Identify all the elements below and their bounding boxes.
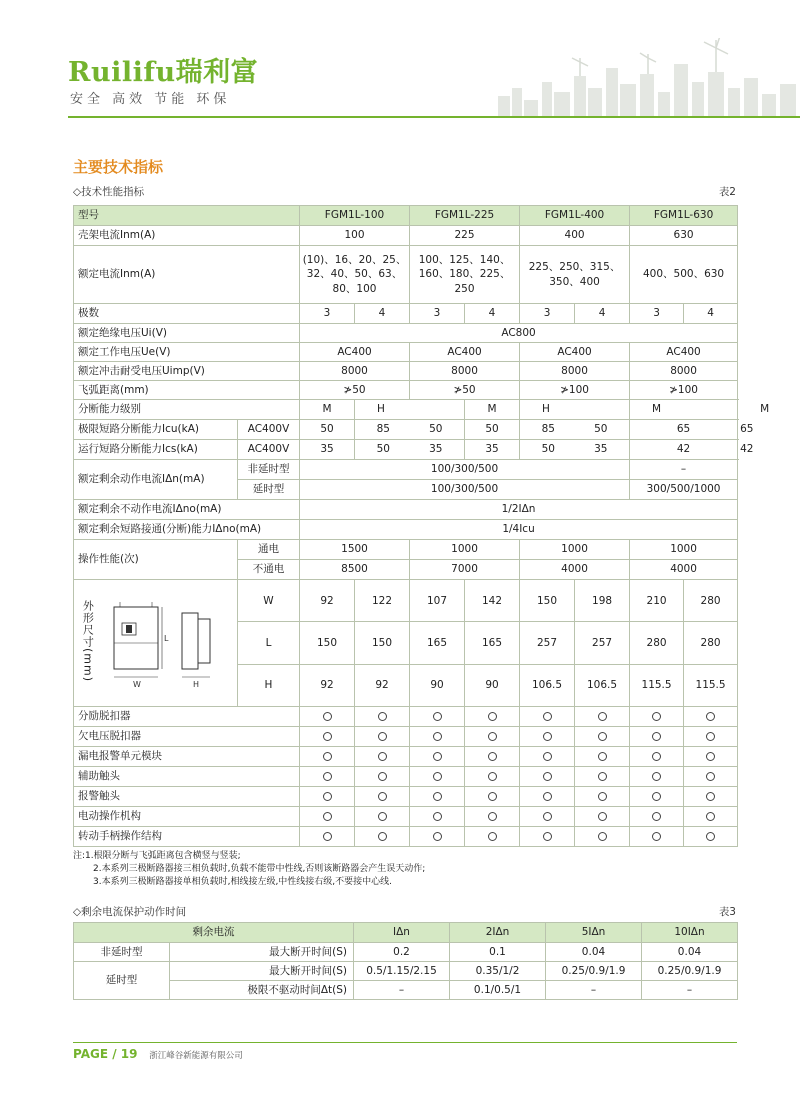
circle-icon [543,832,552,841]
accessory-mark [575,727,630,747]
ics-value: 50 [541,443,555,456]
circle-icon [488,812,497,821]
powered-value: 1000 [410,540,520,560]
icu-value: 50 [300,420,355,440]
residual-break-value: 1/4Icu [300,520,738,540]
ics-voltage: AC400V [238,440,300,460]
poles-cell: 4 [575,304,630,324]
frame-current-label: 壳架电流Inm(A) [74,226,300,246]
circle-icon [543,792,552,801]
accessory-mark [410,807,465,827]
accessory-mark [300,807,355,827]
non-delay-label: 非延时型 [238,460,300,480]
circle-icon [598,792,607,801]
dim-l-value: 165 [410,622,465,664]
circle-icon [378,812,387,821]
rated-current: 225、250、315、350、400 [520,246,630,304]
accessory-mark [575,787,630,807]
powered-value: 1000 [630,540,738,560]
rated-current-label: 额定电流Inm(A) [74,246,300,304]
model-name: FGM1L-100 [300,206,410,226]
section-title: 主要技术指标 [73,158,164,176]
circle-icon [706,712,715,721]
ics-value [520,440,630,460]
max-break-label: 最大断开时间(S) [170,943,354,962]
circle-icon [543,812,552,821]
ue-value: AC400 [300,343,410,362]
accessory-mark [410,787,465,807]
ics-value: 35 [594,443,608,456]
frame-current: 630 [630,226,738,246]
unpowered-value: 8500 [300,560,410,580]
time-value: 0.04 [642,943,738,962]
dim-h-value: 90 [465,664,520,706]
circle-icon [706,792,715,801]
circle-icon [706,832,715,841]
circle-icon [433,732,442,741]
circle-icon [598,732,607,741]
non-delay-630: – [630,460,738,480]
accessory-mark [410,827,465,847]
accessory-mark [684,767,738,787]
accessory-mark [465,767,520,787]
uimp-label: 额定冲击耐受电压Uimp(V) [74,362,300,381]
unpowered-value: 4000 [630,560,738,580]
ue-value: AC400 [520,343,630,362]
circle-icon [433,772,442,781]
accessory-mark [520,767,575,787]
circle-icon [598,772,607,781]
icu-value: 85 [376,423,390,436]
dim-w-value: 280 [684,580,738,622]
powered-label: 通电 [238,540,300,560]
circle-icon [323,812,332,821]
accessory-mark [355,807,410,827]
accessory-mark [465,807,520,827]
circle-icon [652,712,661,721]
poles-cell: 4 [684,304,738,324]
circle-icon [598,712,607,721]
ics-value: 35 [465,440,520,460]
circle-icon [598,812,607,821]
model-name: FGM1L-225 [410,206,520,226]
accessory-mark [465,827,520,847]
ics-value: 50 [376,443,390,456]
accessory-mark [520,707,575,727]
time-value: 0.5/1.15/2.15 [354,962,450,981]
time-value: – [354,981,450,1000]
dim-w-value: 107 [410,580,465,622]
circle-icon [652,832,661,841]
dimension-label-wrap [74,600,100,686]
note-text: 1.根限分断与飞弧距离包含横竖与竖装; [85,851,241,861]
non-delay-type-label: 非延时型 [74,943,170,962]
dimension-label: 外形尺寸(mm) [81,599,95,682]
accessory-label: 电动操作机构 [74,807,300,827]
icu-value: 50 [594,423,608,436]
circle-icon [378,772,387,781]
ui-label: 额定绝缘电压Ui(V) [74,324,300,343]
delay-label: 延时型 [238,480,300,500]
limit-no-drive-label: 极限不驱动时间Δt(S) [170,981,354,1000]
accessory-mark [410,727,465,747]
time-value: – [546,981,642,1000]
performance-table: 型号 FGM1L-100 FGM1L-225 FGM1L-400 FGM1L-630 壳架电流Inm(A) 100 225 400 630 额定电流Inm(A) (10)、16、20、25、32、40、50、63、80、100 100、125、140、160、180、225、250 225、250、315、350、400 400、500、630 极数 3 4 3 4 3 4 3 4 额定绝缘电压Ui(V) AC800 额定工作电压Ue(V) AC400 AC400 AC400 AC400 额定冲击耐受电压Uimp(V) 8000 8000 8000 8000 飞弧距离(mm) ≯50 ≯50 ≯100 ≯100 分断能力级别 M H M H M M 极限短路分断能力Icu(kA) AC400V 50 85 50 50 85 50 65 65 运行短路分断能力Ics(kA) AC400V 35 50 35 35 50 35 42 42 额定剩余动作电流IΔn(mA) 非延时型 100/300/500 – 延时型 100/300/500 300/500/1000 额定剩余不动作电流IΔno(mA) 1/2IΔn 额定剩余短路接通(分断)能力IΔno(mA) 1/4Icu 操作性能(次) 通电 1500 1000 1000 1000 不通电 8500 7000 4000 4000 外形尺寸(mm) L W H W 92 122 107 142 150 198 210 280 L 150 150 165 165 257 257 280 280 H 92 92 90 90 106.5 106.5 115.5 115.5 分励脱扣器 欠电压脱扣器 漏电报警单元模块 辅助触头 报警触头 电动操作机构 转动手柄操作结构 [73,205,738,847]
note-prefix: 注: [73,851,86,861]
breaking-level: M [465,400,520,420]
poles-label: 极数 [74,304,300,324]
no-trip-value: 1/2IΔn [300,500,738,520]
circle-icon [543,712,552,721]
brand-slogan: 安全 高效 节能 环保 [70,92,231,107]
accessory-mark [630,787,684,807]
non-delay-value: 100/300/500 [300,460,630,480]
accessory-mark [630,827,684,847]
unpowered-value: 7000 [410,560,520,580]
time-value: – [642,981,738,1000]
dim-l-label: L [238,622,300,664]
circle-icon [323,832,332,841]
icu-value [520,420,630,440]
unpowered-label: 不通电 [238,560,300,580]
dim-w-value: 150 [520,580,575,622]
accessory-mark [520,747,575,767]
breaking-level: M [630,400,738,420]
accessory-mark [575,747,630,767]
ue-value: AC400 [630,343,738,362]
model-name: FGM1L-630 [630,206,738,226]
accessory-mark [355,747,410,767]
page-header [0,0,800,118]
circle-icon [652,792,661,801]
city-skyline-illustration [488,38,800,118]
accessory-mark [575,827,630,847]
circle-icon [323,792,332,801]
icu-value: 85 [541,423,555,436]
accessory-mark [630,767,684,787]
circle-icon [488,712,497,721]
dim-h-value: 115.5 [630,664,684,706]
dim-h-value: 106.5 [575,664,630,706]
accessory-mark [465,787,520,807]
icu-value: 50 [465,420,520,440]
page-number: PAGE / 19 [73,1047,138,1061]
circle-icon [598,832,607,841]
accessory-mark [575,807,630,827]
time-value: 0.1/0.5/1 [450,981,546,1000]
arc-value: ≯50 [300,381,410,400]
dim-l-value: 165 [465,622,520,664]
arc-label: 飞弧距离(mm) [74,381,300,400]
circle-icon [323,712,332,721]
icu-value: 50 [429,423,443,436]
circle-icon [378,832,387,841]
accessory-mark [300,787,355,807]
accessory-mark [300,827,355,847]
dim-h-value: 115.5 [684,664,738,706]
residual-time-table [73,922,738,1000]
brand-logo: Ruilifu瑞利富 [68,57,259,88]
dim-w-label: W [238,580,300,622]
ics-label: 运行短路分断能力Ics(kA) [74,440,238,460]
time-value: 0.04 [546,943,642,962]
circle-icon [433,812,442,821]
residual-column: 10IΔn [642,923,738,943]
accessory-mark [465,707,520,727]
accessory-mark [684,747,738,767]
time-value: 0.25/0.9/1.9 [642,962,738,981]
arc-value: ≯50 [410,381,520,400]
time-value: 0.2 [354,943,450,962]
ics-value: 35 [300,440,355,460]
dim-h-label: H [238,664,300,706]
dim-h-value: 90 [410,664,465,706]
model-name: FGM1L-400 [520,206,630,226]
circle-icon [378,752,387,761]
accessory-mark [465,727,520,747]
unpowered-value: 4000 [520,560,630,580]
breaking-level-label: 分断能力级别 [74,400,300,420]
poles-cell: 3 [520,304,575,324]
circle-icon [652,732,661,741]
accessory-mark [575,767,630,787]
ics-value: 35 [429,443,443,456]
model-label: 型号 [74,206,300,226]
note-line [73,850,425,863]
circle-icon [488,772,497,781]
circle-icon [543,732,552,741]
dimension-cell [74,580,238,707]
dim-w-value: 92 [300,580,355,622]
dim-l-value: 150 [355,622,410,664]
residual-current-label: 额定剩余动作电流IΔn(mA) [74,460,238,500]
uimp-value: 8000 [410,362,520,381]
frame-current: 100 [300,226,410,246]
circle-icon [378,712,387,721]
dim-l-value: 257 [575,622,630,664]
breaker-outline-diagram [100,593,234,693]
powered-value: 1000 [520,540,630,560]
accessory-mark [355,727,410,747]
rated-current: 400、500、630 [630,246,738,304]
ics-value: 42 [630,440,738,460]
circle-icon [323,732,332,741]
circle-icon [706,752,715,761]
dim-h-value: 92 [300,664,355,706]
circle-icon [652,752,661,761]
dim-h-value: 106.5 [520,664,575,706]
note-line: 3.本系列三极断路器接单相负载时,相线接左级,中性线接右级,不要接中心线. [93,877,393,887]
frame-current: 225 [410,226,520,246]
residual-break-label: 额定剩余短路接通(分断)能力IΔno(mA) [74,520,300,540]
accessory-mark [630,747,684,767]
accessory-mark [684,707,738,727]
residual-column: 5IΔn [546,923,642,943]
circle-icon [598,752,607,761]
arc-value: ≯100 [520,381,630,400]
dim-w-value: 210 [630,580,684,622]
icu-label: 极限短路分断能力Icu(kA) [74,420,238,440]
circle-icon [706,772,715,781]
accessory-mark [410,767,465,787]
footer-divider [73,1042,737,1043]
no-trip-label: 额定剩余不动作电流IΔno(mA) [74,500,300,520]
residual-column: 2IΔn [450,923,546,943]
circle-icon [543,752,552,761]
dim-h-value: 92 [355,664,410,706]
accessory-mark [355,827,410,847]
accessory-label: 欠电压脱扣器 [74,727,300,747]
circle-icon [488,732,497,741]
accessory-label: 转动手柄操作结构 [74,827,300,847]
accessory-mark [520,807,575,827]
diagram-label-l: L [164,634,169,643]
dim-l-value: 280 [630,622,684,664]
breaking-level: M [300,400,355,420]
dim-w-value: 122 [355,580,410,622]
max-break-label: 最大断开时间(S) [170,962,354,981]
circle-icon [433,832,442,841]
poles-cell: 3 [410,304,465,324]
accessory-mark [300,747,355,767]
accessory-mark [684,787,738,807]
accessory-mark [575,707,630,727]
accessory-mark [520,727,575,747]
notes [73,850,425,889]
accessory-mark [300,727,355,747]
header-divider [68,116,800,118]
dim-w-value: 142 [465,580,520,622]
arc-value: ≯100 [630,381,738,400]
accessory-label: 辅助触头 [74,767,300,787]
accessory-mark [355,767,410,787]
dim-l-value: 257 [520,622,575,664]
circle-icon [433,712,442,721]
frame-current: 400 [520,226,630,246]
dim-w-value: 198 [575,580,630,622]
residual-current-header: 剩余电流 [74,923,354,943]
circle-icon [652,772,661,781]
uimp-value: 8000 [300,362,410,381]
circle-icon [488,752,497,761]
note-line: 2.本系列三极断路器接三相负载时,负载不能带中性线,否则该断路器会产生误天动作; [93,864,426,874]
circle-icon [433,752,442,761]
residual-column: IΔn [354,923,450,943]
circle-icon [706,812,715,821]
diagram-label-w: W [133,680,141,689]
accessory-mark [684,807,738,827]
accessory-mark [300,707,355,727]
accessory-mark [355,707,410,727]
dim-l-value: 150 [300,622,355,664]
icu-voltage: AC400V [238,420,300,440]
icu-value: 65 [630,420,738,440]
accessory-mark [684,827,738,847]
accessory-mark [410,747,465,767]
rated-current: (10)、16、20、25、32、40、50、63、80、100 [300,246,410,304]
accessory-label: 分励脱扣器 [74,707,300,727]
table3-caption: ◇剩余电流保护动作时间 [73,906,187,918]
circle-icon [433,792,442,801]
circle-icon [488,832,497,841]
ics-value [355,440,465,460]
diagram-label-h: H [193,680,200,689]
delay-630: 300/500/1000 [630,480,738,500]
accessory-mark [410,707,465,727]
ue-label: 额定工作电压Ue(V) [74,343,300,362]
accessory-mark [630,707,684,727]
circle-icon [706,732,715,741]
circle-icon [652,812,661,821]
poles-cell: 3 [630,304,684,324]
accessory-mark [355,787,410,807]
circle-icon [488,792,497,801]
time-value: 0.35/1/2 [450,962,546,981]
breaking-level: H [520,400,630,420]
circle-icon [378,792,387,801]
ue-value: AC400 [410,343,520,362]
circle-icon [543,772,552,781]
table2-caption: ◇技术性能指标 [73,186,145,198]
company-name: 浙江峰谷新能源有限公司 [149,1051,243,1061]
poles-cell: 4 [465,304,520,324]
poles-cell: 4 [355,304,410,324]
accessory-mark [465,747,520,767]
accessory-mark [630,807,684,827]
table2-number: 表2 [718,186,736,198]
rated-current: 100、125、140、160、180、225、250 [410,246,520,304]
accessory-mark [300,767,355,787]
time-value: 0.25/0.9/1.9 [546,962,642,981]
icu-value [355,420,465,440]
accessory-mark [520,787,575,807]
page-footer [73,1047,243,1061]
ui-value: AC800 [300,324,738,343]
circle-icon [378,732,387,741]
delay-type-label: 延时型 [74,962,170,1000]
uimp-value: 8000 [520,362,630,381]
circle-icon [323,752,332,761]
delay-value: 100/300/500 [300,480,630,500]
accessory-label: 漏电报警单元模块 [74,747,300,767]
operation-label: 操作性能(次) [74,540,238,580]
accessory-mark [684,727,738,747]
powered-value: 1500 [300,540,410,560]
accessory-mark [630,727,684,747]
uimp-value: 8000 [630,362,738,381]
table3-number: 表3 [718,906,736,918]
poles-cell: 3 [300,304,355,324]
accessory-label: 报警触头 [74,787,300,807]
dim-l-value: 280 [684,622,738,664]
breaking-level: H [355,400,465,420]
circle-icon [323,772,332,781]
time-value: 0.1 [450,943,546,962]
accessory-mark [520,827,575,847]
